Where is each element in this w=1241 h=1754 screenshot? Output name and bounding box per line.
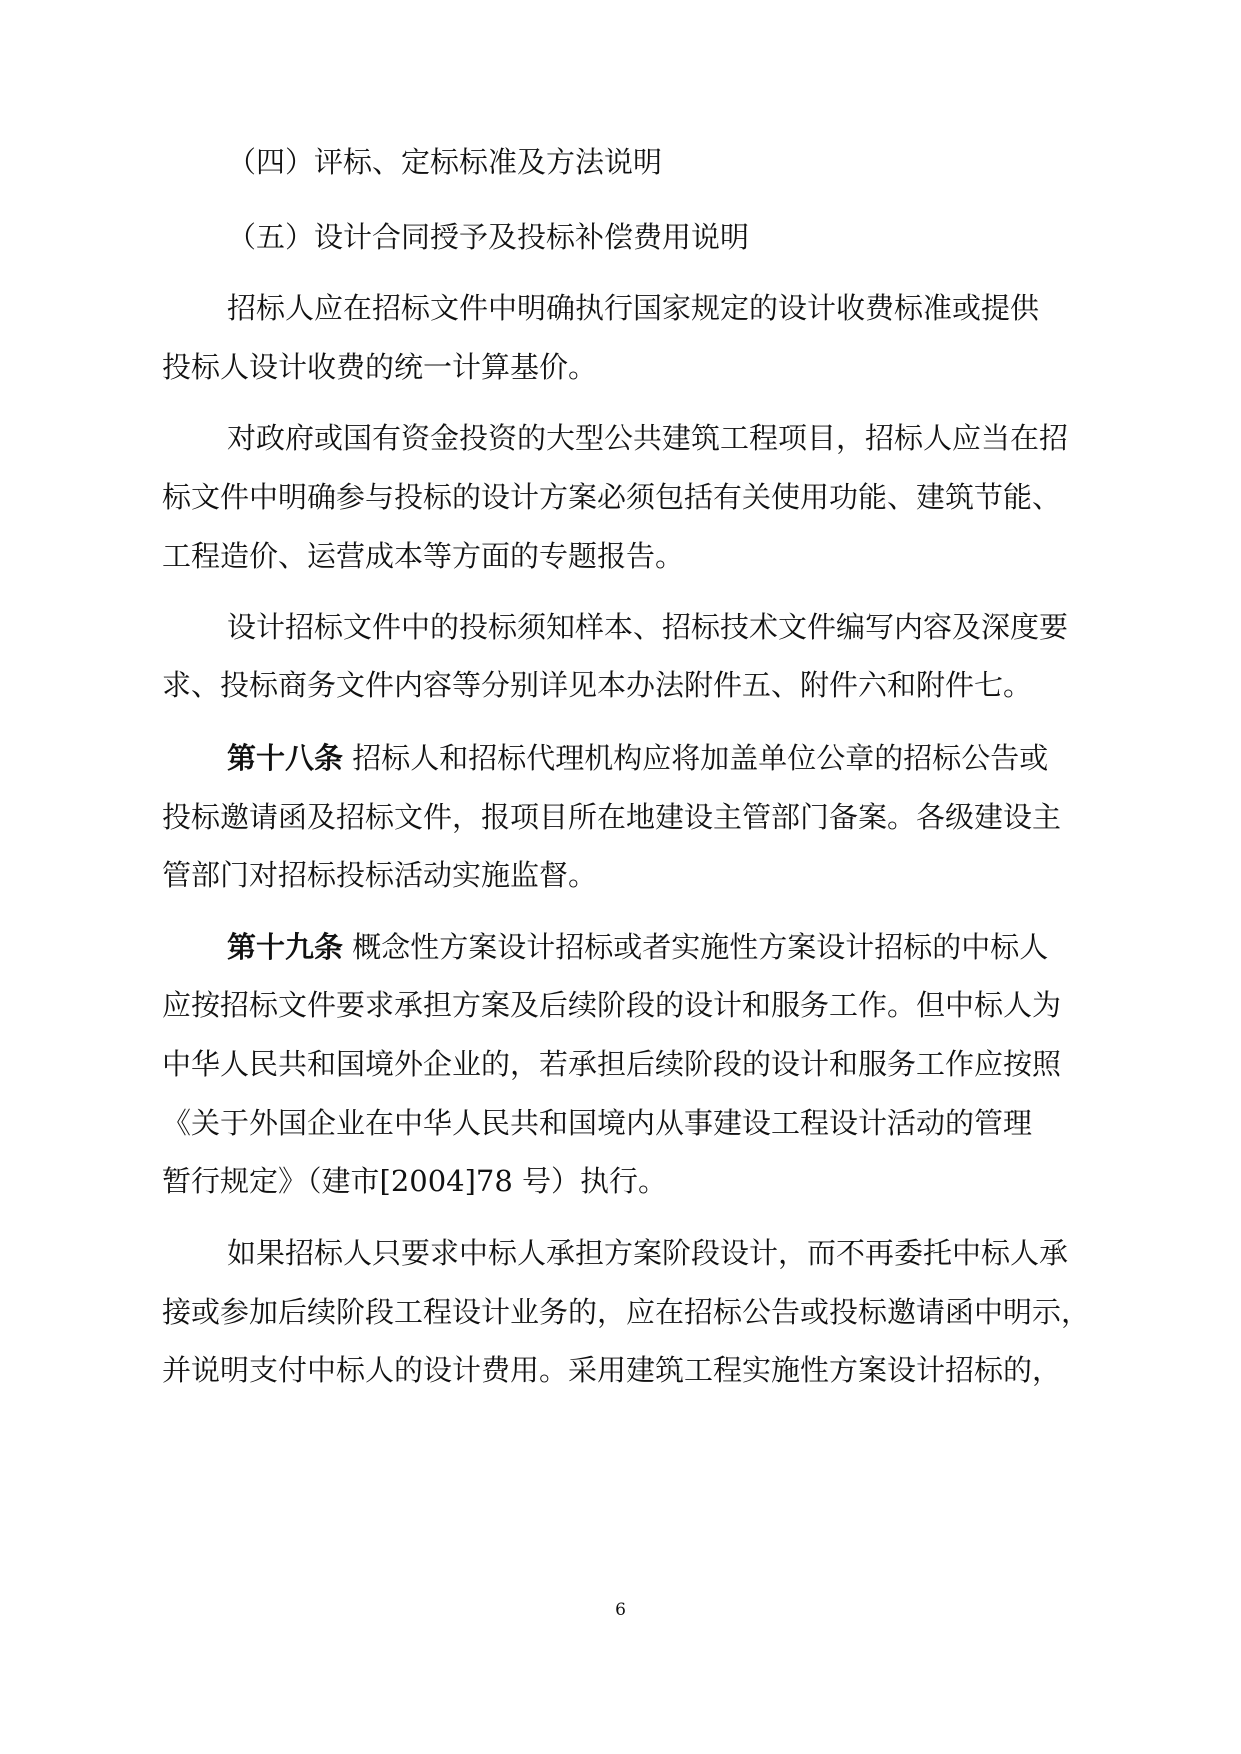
paragraph-line: 管部门对招标投标活动实施监督。 — [162, 858, 598, 892]
section-four-heading: （四）评标、定标标准及方法说明 — [227, 145, 663, 179]
paragraph-line: 对政府或国有资金投资的大型公共建筑工程项目，招标人应当在招 — [227, 421, 1069, 455]
paragraph-line: 工程造价、运营成本等方面的专题报告。 — [162, 539, 685, 573]
article-eighteen-text: 招标人和招标代理机构应将加盖单位公章的招标公告或 — [343, 741, 1049, 775]
paragraph-line: 设计招标文件中的投标须知样本、招标技术文件编写内容及深度要 — [227, 610, 1069, 644]
paragraph-line: 投标人设计收费的统一计算基价。 — [162, 350, 598, 384]
paragraph-line: 中华人民共和国境外企业的，若承担后续阶段的设计和服务工作应按照 — [162, 1047, 1062, 1081]
paragraph-line: 招标人应在招标文件中明确执行国家规定的设计收费标准或提供 — [227, 291, 1040, 325]
article-nineteen-text: 概念性方案设计招标或者实施性方案设计招标的中标人 — [343, 930, 1049, 964]
paragraph-line: 暂行规定》（建市[2004]78 号）执行。 — [162, 1164, 668, 1198]
paragraph-line: 并说明支付中标人的设计费用。采用建筑工程实施性方案设计招标的， — [162, 1353, 1062, 1387]
article-nineteen-heading: 第十九条 — [227, 930, 344, 964]
paragraph-line: 求、投标商务文件内容等分别详见本办法附件五、附件六和附件七。 — [162, 668, 1033, 702]
paragraph-line — [0, 923, 1241, 971]
paragraph-line: 接或参加后续阶段工程设计业务的，应在招标公告或投标邀请函中明示， — [162, 1295, 1091, 1329]
section-five-heading: （五）设计合同授予及投标补偿费用说明 — [227, 220, 750, 254]
paragraph-line: 《关于外国企业在中华人民共和国境内从事建设工程设计活动的管理 — [162, 1106, 1033, 1140]
paragraph-line: 应按招标文件要求承担方案及后续阶段的设计和服务工作。但中标人为 — [162, 988, 1062, 1022]
paragraph-line — [0, 734, 1241, 782]
article-eighteen-heading: 第十八条 — [227, 741, 344, 775]
paragraph-line: 如果招标人只要求中标人承担方案阶段设计，而不再委托中标人承 — [227, 1236, 1069, 1270]
page-number: 6 — [615, 1600, 626, 1620]
paragraph-line: 投标邀请函及招标文件，报项目所在地建设主管部门备案。各级建设主 — [162, 800, 1062, 834]
paragraph-line: 标文件中明确参与投标的设计方案必须包括有关使用功能、建筑节能、 — [162, 480, 1062, 514]
